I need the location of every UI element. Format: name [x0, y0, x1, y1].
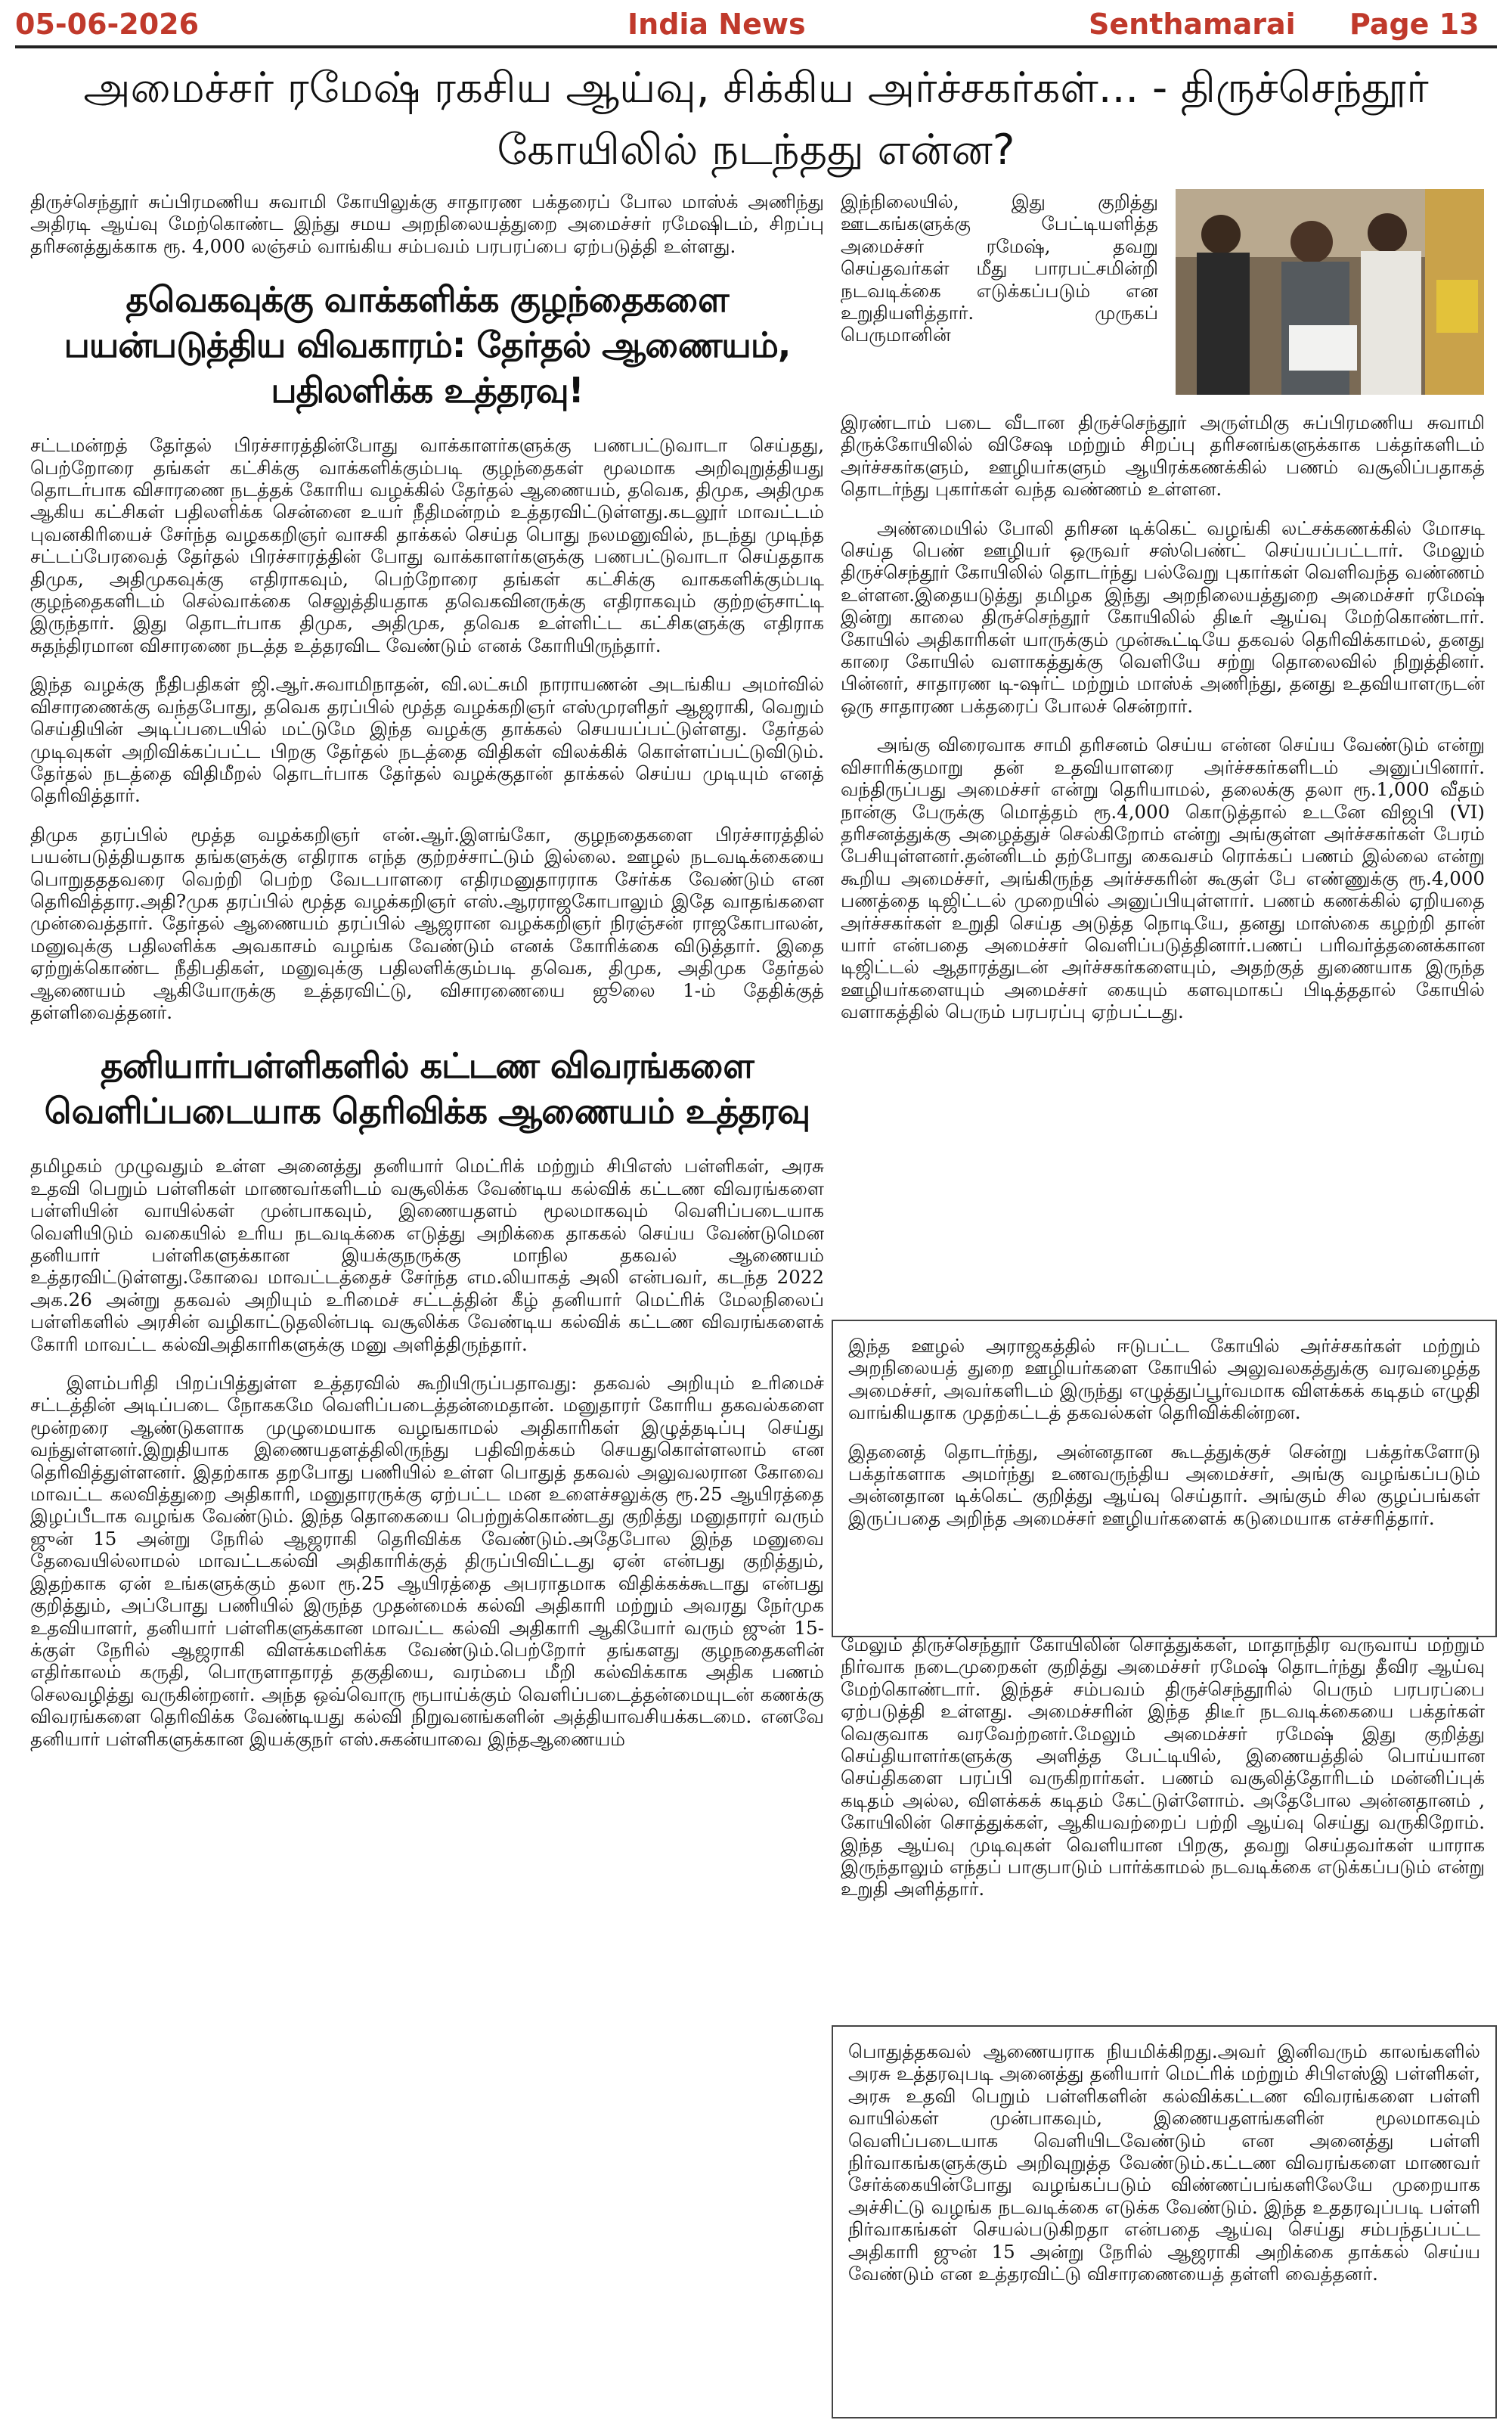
story2-paragraph-2: இளம்பரிதி பிறப்பித்துள்ள உத்தரவில் கூறியிருப்பதாவது: தகவல் அறியும் உரிமைச் சட்டத்தின் அடிப்படை நோககமே வெளிப்படைத்தன்மைதான். மனுதாரர் கோரிய தகவல்களை மூன்றரை ஆண்டுகளாக முழுமையாக வழஙகாமல் அதிகாரிகள் இழுத்தடிப்பு செய்து வந்துள்ளனர்.இறுதியாக இணையதளத்திலிருந்து பதிவிறக்கம் செயதுகொள்ளலாம் என தெரிவித்துள்ளனர். இதற்காக தறபோது பணியில் உள்ள பொதுத் தகவல் அலுவலரான கோவை மாவட்ட கலவித்துறை அதிகாரி, மனுதாரருக்கு ஏற்பட்ட மன உளைச்சலுக்கு ரூ.25 ஆயிரத்தை இழப்பீடாக வழங்க வேண்டும். இந்த தொகையை பெற்றுக்கொண்டது குறித்து மனுதாரர் வரும் ஜுன் 15 அன்று நேரில் ஆஜராகி தெரிவிக்க வேண்டும்.அதேபோல இந்த மனுவை தேவையில்லாமல் மாவட்டகல்வி அதிகாரிக்குத் திருப்பிவிட்டது ஏன் என்பது குறித்தும், இதற்காக ஏன் உங்களுக்கும் தலா ரூ.25 ஆயிரத்தை அபராதமாக விதிக்கக்கூடாது என்பது குறித்தும், அப்போது பணியில் இருந்த முதன்மைக் கல்வி அதிகாரி மற்றும் அவரது நேர்முக உதவியாளர், தனியார் பள்ளிகளுக்கான மாவட்ட கல்வி அதிகாரி ஆகியோர் வரும் ஜுன் 15-க்குள் நேரில் ஆஜராகி விளக்கமளிக்க வேண்டும்.பெற்றோர் தங்களது குழநதைகளின் எதிர்காலம் கருதி, பொருளாதாரத் தகுதியை, வரம்பை மீறி கல்விக்காக அதிக பணம் செலவழித்து வருகின்றனர். அந்த ஒவ்வொரு ரூபாய்க்கும் வெளிப்படைத்தன்மையுடன் கணக்கு விவரங்களை தெரிவிக்க வேண்டியது கல்வி நிறுவனங்களின் அத்தியாவசியக்கடமை. எனவே தனியார் பள்ளிகளுக்கான இயக்குநர் எஸ்.சுகன்யாவை இந்தஆணையம்: [30, 1372, 824, 1750]
box3-paragraph: பொதுத்தகவல் ஆணையராக நியமிக்கிறது.அவர் இனிவரும் காலங்களில் அரசு உத்தரவுபடி அனைத்து தனியார் மெட்ரிக் மற்றும் சிபிஎஸ்இ பள்ளிகள், அரசு உதவி பெறும் பள்ளிகளின் கல்விக்கட்டண விவரங்களை பள்ளி வாயில்கள் முன்பாகவும், இணையதளங்களின் மூலமாகவும் வெளிப்படையாக வெளியிடவேண்டும் என அனைத்து பள்ளி நிர்வாகங்களுக்கும் அறிவுறுத்த வேண்டும்.கட்டண விவரங்களை மாணவர் சேர்க்கையின்போது வழங்கப்படும் விண்ணப்பங்களிலேயே முறையாக அச்சிட்டு வழங்க நடவடிக்கை எடுக்க வேண்டும். இந்த உததரவுப்படி பள்ளி நிர்வாகங்கள் செயல்படுகிறதா என்பதை ஆய்வு செய்து சம்பந்தப்பட்ட அதிகாரி ஜுன் 15 அன்று நேரில் ஆஜராகி அறிக்கை தாக்கல் செய்ய வேண்டும் என உத்தரவிட்டு விசாரணையைத் தள்ளி வைத்தனர்.: [848, 2040, 1480, 2285]
left-column: [30, 191, 824, 2406]
right-column-wrap: [841, 191, 1158, 346]
header-publication: Senthamarai: [1089, 8, 1296, 41]
right-paragraph-1: இரண்டாம் படை வீடான திருச்செந்தூர் அருள்மிகு சுப்பிரமணிய சுவாமி திருக்கோயிலில் விசேஷ மற்றும் சிறப்பு தரிசனங்களுக்காக பக்தர்களிடம் அர்ச்சகர்களும், ஊழியர்களும் ஆயிரக்கணக்கில் பணம் வசூலிப்பதாகத் தொடர்ந்து புகார்கள் வந்த வண்ணம் உள்ளன.: [841, 411, 1485, 501]
box1-paragraph-2: இதனைத் தொடர்ந்து, அன்னதான கூடத்துக்குச் சென்று பக்தர்களோடு பக்தர்களாக அமர்ந்து உணவருந்திய அமைச்சர், அங்கு வழங்கப்படும் அன்னதான டிக்கெட் குறித்து ஆய்வு செய்தார். அங்கும் சில குழப்பங்கள் இருப்பதை அறிந்த அமைச்சர் ஊழியர்களைக் கடுமையாக எச்சரித்தார்.: [848, 1440, 1480, 1529]
story2-paragraph-1: தமிழகம் முழுவதும் உள்ள அனைத்து தனியார் மெட்ரிக் மற்றும் சிபிஎஸ் பள்ளிகள், அரசு உதவி பெறும் பள்ளிகள் மாணவர்களிடம் வசூலிக்க வேண்டிய கல்விக் கட்டண விவரங்களை பள்ளியின் வாயில்கள் முன்பாகவும், இணையதளம் மூலமாகவும் வெளிப்படையாக வெளியிடும் வகையில் உரிய நடவடிக்கை எடுத்து அறிக்கை தாககல் செய்ய வேண்டுமென தனியார் பள்ளிகளுக்கான இயக்குநருக்கு மாநில தகவல் ஆணையம் உத்தரவிட்டுள்ளது.கோவை மாவட்டத்தைச் சேர்ந்த எம.லியாகத் அலி என்பவர், கடந்த 2022 அக.26 அன்று தகவல் அறியும் உரிமைச் சட்டத்தின் கீழ் தனியார் மெட்ரிக் மேலநிலைப் பள்ளிகளில் அரசின் வழிகாட்டுதலின்படி வசூலிக்க வேண்டிய கல்விக் கட்டண விவரங்களைக் கோரி மாவட்ட கல்விஅதிகாரிகளுக்கு மனு அளித்திருந்தார்.: [30, 1155, 824, 1355]
header-rule: [15, 45, 1497, 48]
minister-inspection-photo: [1176, 189, 1484, 395]
main-headline: அமைச்சர் ரமேஷ் ரகசிய ஆய்வு, சிக்கிய அர்ச்சகர்கள்... - திருச்செந்தூர் கோயிலில் நடந்தது என்ன?: [83, 64, 1429, 175]
story1-title: தவெகவுக்கு வாக்களிக்க குழந்தைகளை பயன்படுத்திய விவகாரம்: தேர்தல் ஆணையம், பதிலளிக்க உத்தரவு!: [64, 279, 791, 411]
right-column-lower: [841, 1634, 1485, 1996]
header-section: India News: [627, 8, 806, 41]
sidebar-box-2: [832, 2025, 1497, 2418]
story1-paragraph-1: சட்டமன்றத் தேர்தல் பிரச்சாரத்தின்போது வாக்காளர்களுக்கு பணபட்டுவாடா செய்தது, பெற்றோரை தங்கள் கட்சிக்கு வாக்களிக்கும்படி குழந்தைகள் மூலமாக அறிவுறுத்தியது தொடர்பாக விசாரணை நடத்தக் கோரிய வழக்கில் தேர்தல் ஆணையம், தவெக, திமுக, அதிமுக ஆகிய கட்சிகள் பதிலளிக்க சென்னை உயர் நீதிமன்றம் உத்தரவிட்டுள்ளது.கடலூர் மாவட்டம் புவனகிரியைச் சேர்ந்த வழககறிஞர் வாசகி தாக்கல் செய்த பொது நலமனுவில், நடந்து முடிந்த சட்டப்பேரவைத் தேர்தல் பிரச்சாரத்தின் போது வாக்காளர்களுக்கு பணபட்டுவாடா செய்ததாக திமுக, அதிமுகவுக்கு எதிராகவும், பெற்றோரை தங்கள் கட்சிக்கு வாககளிக்கும்படி குழந்தைகளிடம் செல்வாக்கை செலுத்தியதாக தவெகவினருக்கு எதிராகவும் குற்றஞ்சாட்டி இருந்தார். இது தொடர்பாக திமுக, அதிமுக, தவெக உள்ளிட்ட கட்சிகளுக்கு எதிராக சுதந்திரமான விசாரணை நடத்த உத்தரவிட வேண்டும் எனக் கோரியிருந்தார்.: [30, 434, 824, 656]
sidebar-box-1: [832, 1320, 1497, 1637]
story2-title: தனியார்பள்ளிகளில் கட்டண விவரங்களை வெளிப்படையாக தெரிவிக்க ஆணையம் உத்தரவு: [44, 1045, 810, 1132]
story1-paragraph-2: இந்த வழக்கு நீதிபதிகள் ஜி.ஆர்.சுவாமிநாதன், வி.லட்சுமி நாராயணன் அடங்கிய அமர்வில் விசாரணைக்கு வந்தபோது, தவெக தரப்பில் மூத்த வழக்கறிஞர் எஸ்முரளிதர் ஆஜராகி, வெறும் செய்தியின் அடிப்படையில் மட்டுமே இந்த வழக்கு தாக்கல் செயயப்பட்டுள்ளது. தேர்தல் முடிவுகள் அறிவிக்கப்பட்ட பிறகு தேர்தல் நடத்தை விதிகள் விலக்கிக் கொள்ளப்பட்டுவிடும். தேர்தல் நடத்தை விதிமீறல் தொடர்பாக தேர்தல் வழக்குதான் தாக்கல் செய்ய முடியும் எனத் தெரிவித்தார்.: [30, 673, 824, 807]
box1-paragraph-1: இந்த ஊழல் அராஜகத்தில் ஈடுபட்ட கோயில் அர்ச்சகர்கள் மற்றும் அறநிலையத் துறை ஊழியர்களை கோயில் அலுவலகத்துக்கு வரவழைத்த அமைச்சர், அவர்களிடம் இருந்து எழுத்துப்பூர்வமாக விளக்கக் கடிதம் எழுதி வாங்கியதாக முதற்கட்டத் தகவல்கள் தெரிவிக்கின்றன.: [848, 1335, 1480, 1424]
right-paragraph-3: அங்கு விரைவாக சாமி தரிசனம் செய்ய என்ன செய்ய வேண்டும் என்று விசாரிக்குமாறு தன் உதவியாளரை அர்ச்சகர்களிடம் அனுப்பினார். வந்திருப்பது அமைச்சர் என்று தெரியாமல், தலைக்கு தலா ரூ.1,000 வீதம் நான்கு பேருக்கு மொத்தம் ரூ.4,000 கொடுத்தால் உடனே விஜபி (VI) தரிசனத்துக்கு அழைத்துச் செல்கிறோம் என்று அங்குள்ள அர்ச்சகர்கள் பேரம் பேசியுள்ளனர்.தன்னிடம் தற்போது கைவசம் ரொக்கப் பணம் இல்லை என்று கூறிய அமைச்சர், அங்கிருந்த அர்ச்சகரின் கூகுள் பே எண்ணுக்கு ரூ.4,000 பணத்தை டிஜிட்டல் முறையில் அனுப்பியுள்ளார். பணம் கணக்கில் ஏறியதை அர்ச்சகர்கள் உறுதி செய்த அடுத்த நொடியே, தனது மாஸ்கை கழற்றி தான் யார் என்பதை அமைச்சர் வெளிப்படுத்தினார்.பணப் பரிவர்த்தனைக்கான டிஜிட்டல் ஆதாரத்துடன் அர்ச்சகர்களையும், அதற்குத் துணையாக இருந்த ஊழியர்களையும் அமைச்சர் கையும் களவுமாகப் பிடித்ததால் கோயில் வளாகத்தில் பெரும் பரபரப்பு ஏற்பட்டது.: [841, 734, 1485, 1023]
photo-image: [1176, 189, 1484, 395]
box2-paragraph: மேலும் திருச்செந்தூர் கோயிலின் சொத்துக்கள், மாதாந்திர வருவாய் மற்றும் நிர்வாக நடைமுறைகள் குறித்து அமைச்சர் ரமேஷ் தொடர்ந்து தீவிர ஆய்வு மேற்கொண்டார். இந்தச் சம்பவம் திருச்செந்தூரில் பெரும் பரபரப்பை ஏற்படுத்தி உள்ளது. அமைச்சரின் இந்த திடீர் நடவடிக்கையை பக்தர்கள் வெகுவாக வரவேற்றனர்.மேலும் அமைச்சர் ரமேஷ் இது குறித்து செய்தியாளர்களுக்கு அளித்த பேட்டியில், இணையத்தில் பொய்யான செய்திகளை பரப்பி வருகிறார்கள். பணம் வசூலித்தோரிடம் மன்னிப்புக் கடிதம் அல்ல, விளக்கக் கடிதம் கேட்டுள்ளோம். அதேபோல அன்னதானம் , கோயிலின் சொத்துக்கள், ஆகியவற்றைப் பற்றி ஆய்வு செய்து வருகிறோம். இந்த ஆய்வு முடிவுகள் வெளியான பிறகு, தவறு செய்தவர்கள் யாராக இருந்தாலும் எந்தப் பாகுபாடும் பார்க்காமல் நடவடிக்கை எடுக்கப்படும் என்று உறுதி அளித்தார்.: [841, 1634, 1485, 1900]
header-date: 05-06-2026: [15, 8, 200, 41]
page-header: [0, 0, 1512, 47]
right-paragraph-2: அண்மையில் போலி தரிசன டிக்கெட் வழங்கி லட்சக்கணக்கில் மோசடி செய்த பெண் ஊழியர் ஒருவர் சஸ்பெண்ட் செய்யப்பட்டார். மேலும் திருச்செந்தூர் கோயிலில் தொடர்ந்து பல்வேறு புகார்கள் வெளிவந்த வண்ணம் உள்ளன.இதையடுத்து தமிழக இந்து அறநிலையத்துறை அமைச்சர் ரமேஷ் இன்று காலை திருச்செந்தூர் கோயிலில் திடீர் ஆய்வு மேற்கொண்டார். கோயில் அதிகாரிகள் யாருக்கும் முன்கூட்டியே தகவல் தெரிவிக்காமல், தனது காரை கோயில் வளாகத்துக்கு வெளியே சற்று தொலைவில் நிறுத்தினர். பின்னர், சாதாரண டி-ஷர்ட் மற்றும் மாஸ்க் அணிந்து, தனது உதவியாளருடன் ஒரு சாதாரண பக்தரைப் போலச் சென்றார்.: [841, 517, 1485, 717]
header-page-number: Page 13: [1349, 8, 1479, 41]
wrap-paragraph: இந்நிலையில், இது குறித்து ஊடகங்களுக்கு பேட்டியளித்த அமைச்சர் ரமேஷ், தவறு செய்தவர்கள் மீது பாரபட்சமின்றி நடவடிக்கை எடுக்கப்படும் என உறுதியளித்தார். முருகப் பெருமானின்: [841, 191, 1158, 346]
story1-paragraph-3: திமுக தரப்பில் மூத்த வழக்கறிஞர் என்.ஆர்.இளங்கோ, குழநதைகளை பிரச்சாரத்தில் பயன்படுத்தியதாக தங்களுக்கு எதிராக எந்த குற்றச்சாட்டும் இல்லை. ஊழல் நடவடிக்கையை பொறுதததவரை வெற்றி பெற்ற வேடபாளரை எதிரமனுதாரராக சேர்க்க வேண்டும் என தெரிவித்தார.அதி?முக தரப்பில் மூத்த வழக்கறிஞர் எஸ்.ஆரராஜகோபாலும் இதே வாதங்களை முன்வைத்தார். தேர்தல் ஆணையம் தரப்பில் ஆஜரான வழக்கறிஞர் நிரஞ்சன் ராஜகோபாலன், மனுவுக்கு பதிலளிக்க அவகாசம் வழங்க வேண்டும் எனக் கோரிக்கை விடுத்தார். இதை ஏற்றுக்கொண்ட நீதிபதிகள், மனுவுக்கு பதிலளிக்கும்படி தவெக, திமுக, அதிமுக தேர்தல் ஆணையம் ஆகியோருக்கு உத்தரவிட்டு, விசாரணையை ஜூலை 1-ம் தேதிக்குத் தள்ளிவைத்தனர்.: [30, 823, 824, 1023]
intro-paragraph: திருச்செந்தூர் சுப்பிரமணிய சுவாமி கோயிலுக்கு சாதாரண பக்தரைப் போல மாஸ்க் அணிந்து அதிரடி ஆய்வு மேற்கொண்ட இந்து சமய அறநிலையத்துறை அமைச்சர் ரமேஷிடம், சிறப்பு தரிசனத்துக்காக ரூ. 4,000 லஞ்சம் வாங்கிய சம்பவம் பரபரப்பை ஏற்படுத்தி உள்ளது.: [30, 191, 824, 257]
